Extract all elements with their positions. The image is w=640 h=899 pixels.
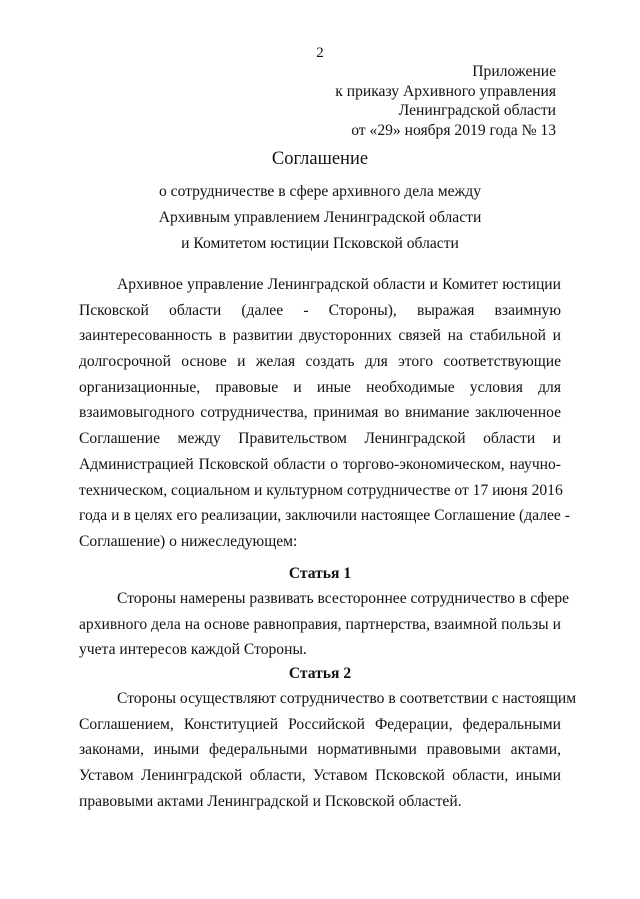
- appendix-line: от «29» ноября 2019 года № 13: [351, 121, 556, 139]
- article-1-heading: Статья 1: [288, 565, 352, 582]
- subtitle-line: и Комитетом юстиции Псковской области: [181, 235, 459, 252]
- appendix-line: Приложение: [472, 63, 556, 80]
- page-number: 2: [316, 45, 324, 61]
- paragraph-line: учета интересов каждой Стороны.: [79, 641, 307, 659]
- paragraph-line: Уставом Ленинградской области, Уставом Псковской области, иными: [79, 767, 561, 785]
- appendix-line: Ленинградской области: [398, 102, 556, 119]
- article-2-heading: Статья 2: [288, 665, 352, 682]
- preamble-paragraph: [79, 272, 570, 555]
- paragraph-line: законами, иными федеральными нормативными правовыми актами,: [79, 741, 561, 759]
- paragraph-line: Соглашением, Конституцией Российской Федерации, федеральными: [79, 715, 561, 733]
- paragraph-line: года и в целях его реализации, заключили настоящее Соглашение (далее -: [79, 507, 570, 525]
- paragraph-line: долгосрочной основе и желая создать для этого соответствующие: [79, 353, 561, 371]
- paragraph-line: правовыми актами Ленинградской и Псковской областей.: [79, 792, 462, 810]
- document-subtitle: [0, 179, 640, 257]
- subtitle-line: о сотрудничестве в сфере архивного дела между: [158, 183, 482, 200]
- appendix-line: к приказу Архивного управления: [335, 82, 556, 100]
- appendix-block: [335, 62, 556, 140]
- paragraph-line: архивного дела на основе равноправия, партнерства, взаимной пользы и: [79, 615, 561, 633]
- paragraph-line: техническом, социальном и культурном сотрудничестве от 17 июня 2016: [79, 481, 563, 499]
- paragraph-line: Администрацией Псковской области о торгово-экономическом, научно-: [79, 455, 561, 473]
- paragraph-line: Псковской области (далее - Стороны), выражая взаимную: [79, 301, 561, 319]
- paragraph-line: заинтересованность в развитии двусторонних связей на стабильной и: [79, 327, 561, 345]
- document-title: Соглашение: [271, 149, 369, 169]
- paragraph-line: взаимовыгодного сотрудничества, принимая во внимание заключенное: [79, 404, 561, 422]
- paragraph-line: Архивное управление Ленинградской области и Комитет юстиции: [117, 276, 561, 293]
- paragraph-line: организационные, правовые и иные необходимые условия для: [79, 378, 561, 396]
- article-2-paragraph: [79, 686, 577, 814]
- subtitle-line: Архивным управлением Ленинградской области: [158, 209, 482, 226]
- paragraph-line: Соглашение) о нижеследующем:: [79, 532, 298, 550]
- article-1-paragraph: [79, 586, 570, 663]
- paragraph-line: Стороны намерены развивать всестороннее сотрудничество в сфере: [117, 590, 570, 607]
- paragraph-line: Стороны осуществляют сотрудничество в соответствии с настоящим: [117, 690, 577, 707]
- paragraph-line: Соглашение между Правительством Ленинградской области и: [79, 430, 561, 448]
